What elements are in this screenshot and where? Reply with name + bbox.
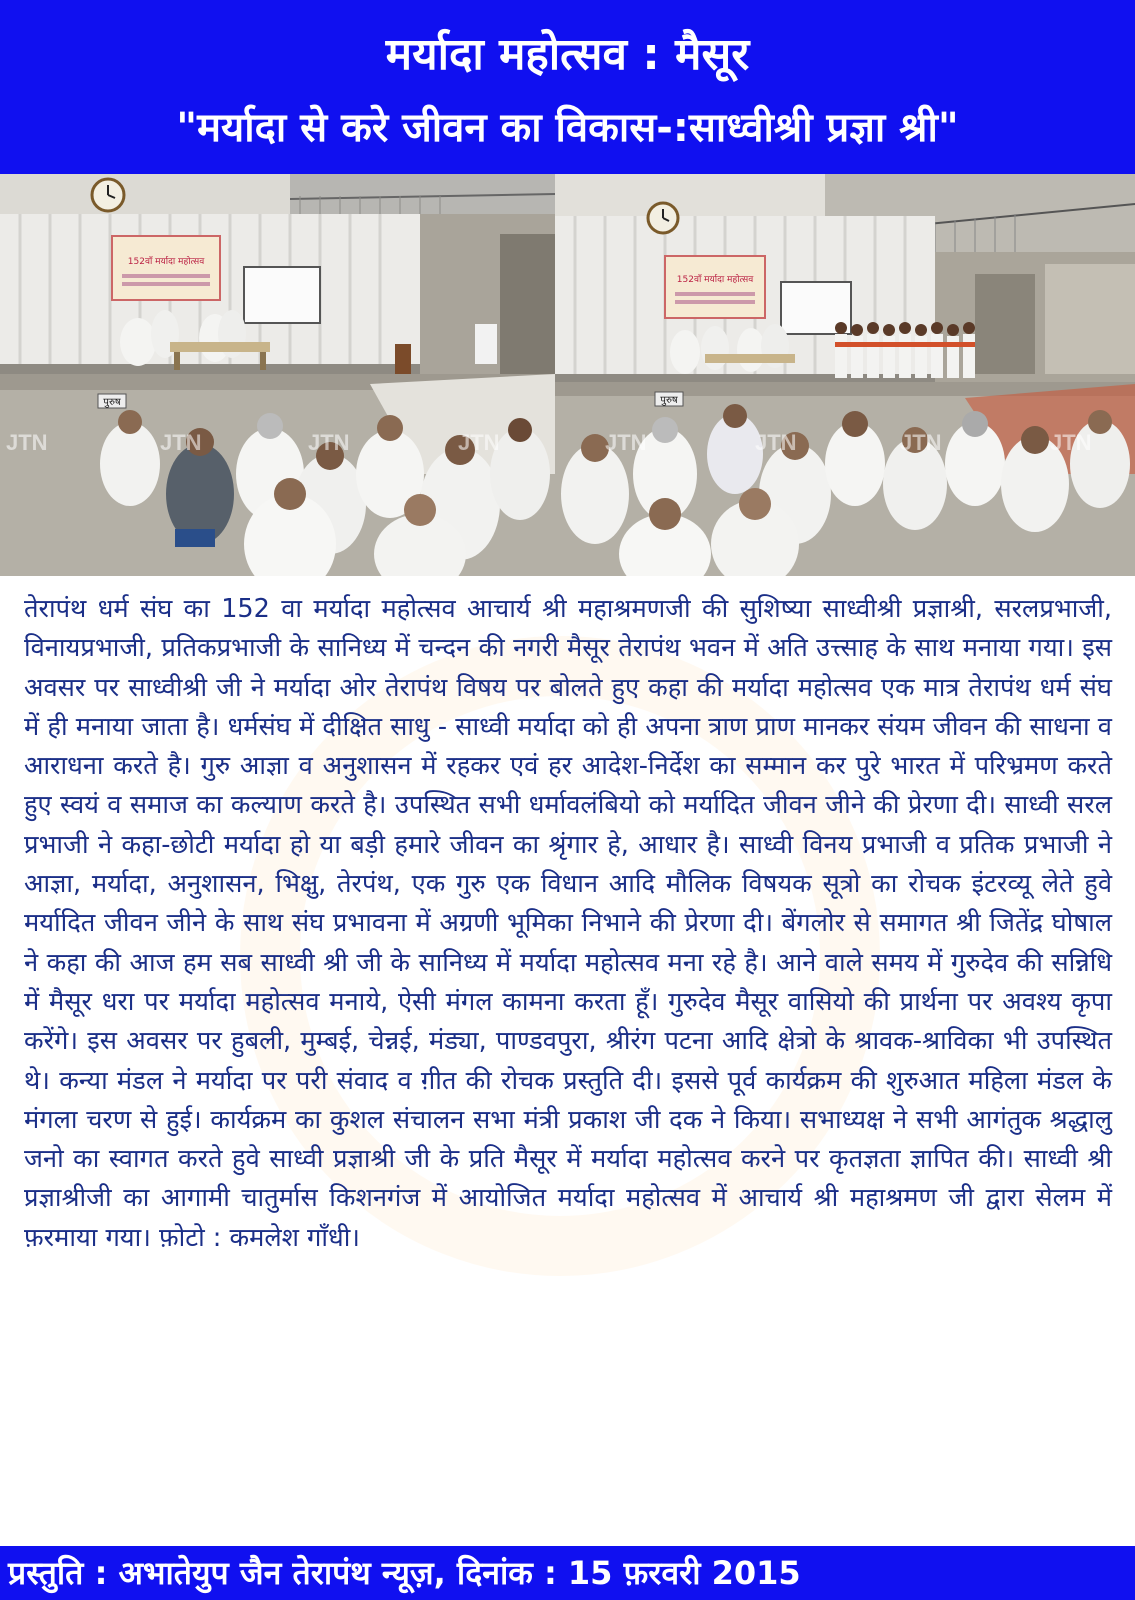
banner-text-left: 152वाँ मर्यादा महोत्सव (127, 257, 205, 267)
watermark: JTN (308, 430, 350, 455)
watermark: JTN (1050, 430, 1092, 455)
sign-text-left: पुरुष (103, 397, 121, 408)
article-section (0, 576, 1135, 1546)
article-body: तेरापंथ धर्म संघ का 152 वा मर्यादा महोत्सव आचार्य श्री महाश्रमणजी की सुशिष्या साध्वीश्री प्रज्ञाश्री, सरलप्रभाजी, विनायप्रभाजी, प्रतिकप्रभाजी के सानिध्य में चन्दन की नगरी मैसूर तेरापंथ भवन में अति उत्त्साह के साथ मनाया गया। इस अवसर पर साध्वीश्री जी ने मर्यादा ओर तेरापंथ विषय पर बोलते हुए कहा की मर्यादा महोत्सव एक मात्र तेरापंथ धर्म संघ में ही मनाया जाता है। धर्मसंघ में दीक्षित साधु - साध्वी मर्यादा को ही अपना त्राण प्राण मानकर संयम जीवन की साधना व आराधना करते है। गुरु आज्ञा व अनुशासन में रहकर एवं हर आदेश-निर्देश का सम्मान कर पुरे भारत में परिभ्रमण करते हुए स्वयं व समाज का कल्याण करते है। उपस्थित सभी धर्मावलंबियो को मर्यादित जीवन जीने की प्रेरणा दी। साध्वी सरल प्रभाजी ने कहा-छोटी मर्यादा हो या बड़ी हमारे जीवन का श्रृंगार हे, आधार है। साध्वी विनय प्रभाजी व प्रतिक प्रभाजी ने आज्ञा, मर्यादा, अनुशासन, भिक्षु, तेरपंथ, एक गुरु एक विधान आदि मौलिक विषयक सूत्रो का रोचक इंटरव्यू लेते हुवे मर्यादित जीवन जीने के साथ संघ प्रभावना में अग्रणी भूमिका निभाने की प्रेरणा दी। बेंगलोर से समागत श्री जितेंद्र घोषाल ने कहा की आज हम सब साध्वी श्री जी के सानिध्य में मर्यादा महोत्सव मना रहे है। आने वाले समय में गुरुदेव की सन्निधि में मैसूर धरा पर मर्यादा महोत्सव मनाये, ऐसी मंगल कामना करता हूँ। गुरुदेव मैसूर वासियो की प्रार्थना पर अवश्य कृपा करेंगे। इस अवसर पर हुबली, मुम्बई, चेन्नई, मंड्या, पाण्डवपुरा, श्रीरंग पटना आदि क्षेत्रो के श्रावक-श्राविका भी उपस्थित थे। कन्या मंडल ने मर्यादा पर परी संवाद व ग़ीत की रोचक प्रस्तुति दी। इससे पूर्व कार्यक्रम की शुरुआत महिला मंडल के मंगला चरण से हुई। कार्यक्रम का कुशल संचालन सभा मंत्री प्रकाश जी दक ने किया। सभाध्यक्ष ने सभी आगंतुक श्रद्धालु जनो का स्वागत करते हुवे साध्वी प्रज्ञाश्री जी के प्रति मैसूर में मर्यादा महोत्सव करने पर कृतज्ञता ज्ञापित की। साध्वी श्री प्रज्ञाश्रीजी का आगामी चातुर्मास किशनगंज में आयोजित मर्यादा महोत्सव में आचार्य श्री महाश्रमण जी द्वारा सेलम में फ़रमाया गया। फ़ोटो : कमलेश गाँधी। (24, 594, 1112, 1253)
sign-text-right: पुरुष (660, 395, 678, 406)
watermark: JTN (6, 430, 48, 455)
headline: "मर्यादा से करे जीवन का विकास-:साध्वीश्री प्रज्ञा श्री" (176, 105, 959, 151)
footer-credit: प्रस्तुति : अभातेयुप जैन तेरापंथ न्यूज़, दिनांक : 15 फ़रवरी 2015 (0, 1546, 1135, 1600)
watermark: JTN (605, 430, 647, 455)
banner-text-right: 152वाँ मर्यादा महोत्सव (676, 275, 754, 285)
event-photo-left (0, 174, 555, 576)
page-title: मर्यादा महोत्सव : मैसूर (385, 29, 750, 80)
watermark: JTN (458, 430, 500, 455)
watermark: JTN (755, 430, 797, 455)
watermark: JTN (160, 430, 202, 455)
watermark: JTN (900, 430, 942, 455)
photo-strip (0, 174, 1135, 576)
header-banner (0, 0, 1135, 174)
event-photo-right (555, 174, 1135, 576)
